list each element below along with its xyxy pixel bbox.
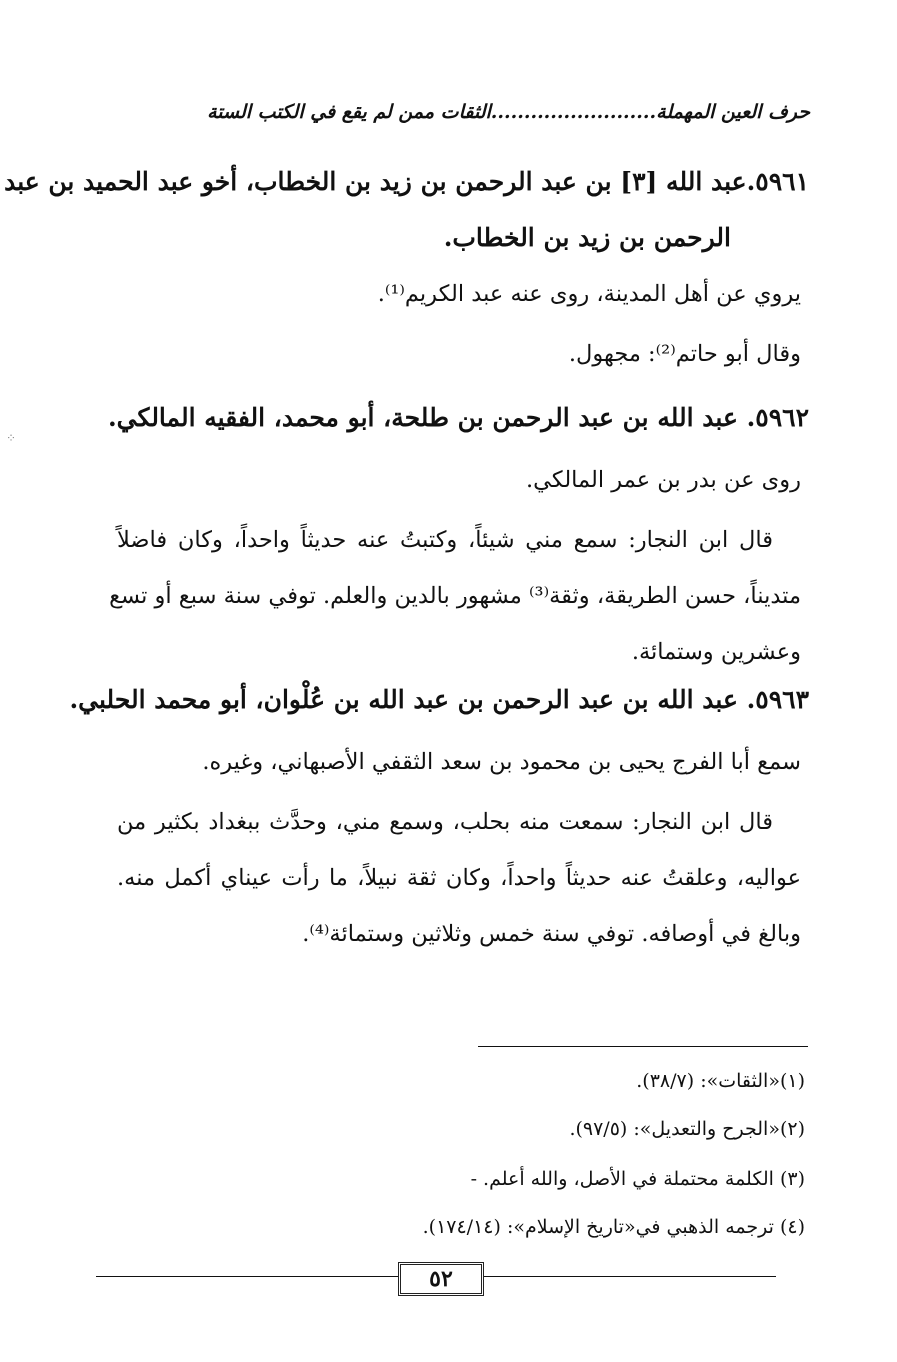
footnote-separator [478, 1046, 808, 1047]
text-line: متديناً، حسن الطريقة، وثقة⁽³⁾ مشهور بالدين والعلم. توفي سنة سبع أو تسع [109, 583, 801, 609]
entry-title-5962 [109, 390, 809, 446]
footer-line-left [96, 1276, 398, 1277]
entry-text [181, 266, 801, 322]
footnote-4: (٤) ترجمه الذهبي في«تاريخ الإسلام»: (١٧٤/١٤). [422, 1216, 805, 1238]
text-line: عواليه، وعلقتُ عنه حديثاً واحداً، وكان ثقة نبيلاً، ما رأت عيناي أكمل منه. [117, 865, 801, 891]
text-line: يروي عن أهل المدينة، روى عنه عبد الكريم⁽¹⁾. [377, 281, 801, 307]
text-line: قال ابن النجار: سمعت منه بحلب، وسمع مني، وحدَّث ببغداد بكثير من [117, 809, 773, 835]
text-line: وعشرين وستمائة. [631, 639, 801, 665]
footnote-2: (٢)«الجرح والتعديل»: (٩٧/٥). [569, 1118, 805, 1140]
entry-title-line: ٥٩٦١.عبد الله [٣] بن عبد الرحمن بن زيد بن الخطاب، أخو عبد الحميد بن عبد [4, 167, 809, 196]
entry-title-line: الرحمن بن زيد بن الخطاب. [443, 223, 731, 252]
entry-title-line: ٥٩٦٢. عبد الله بن عبد الرحمن بن طلحة، أبو محمد، الفقيه المالكي. [107, 403, 809, 432]
entry-title-line: ٥٩٦٣. عبد الله بن عبد الرحمن بن عبد الله بن عُلْوان، أبو محمد الحلبي. [69, 685, 809, 714]
text-line: روى عن بدر بن عمر المالكي. [526, 467, 801, 493]
footnote-1: (١)«الثقات»: (٣٨/٧). [636, 1070, 805, 1092]
margin-speck: ⁘ [6, 431, 17, 445]
text-line: وقال أبو حاتم⁽²⁾: مجهول. [568, 341, 801, 367]
entry-text [181, 326, 801, 382]
footnote-3: (٣) الكلمة محتملة في الأصل، والله أعلم. - [470, 1168, 805, 1190]
text-line: سمع أبا الفرج يحيى بن محمود بن سعد الثقفي الأصبهاني، وغيره. [202, 749, 801, 775]
page-number: ٥٢ [398, 1262, 484, 1296]
entry-text [117, 794, 801, 962]
text-line: وبالغ في أوصافه. توفي سنة خمس وثلاثين وستمائة⁽⁴⁾. [302, 921, 801, 947]
entry-text [109, 512, 801, 680]
footer-line-right [484, 1276, 776, 1277]
running-header: حرف العين المهملة.........................الثقات ممن لم يقع في الكتب الستة [207, 101, 810, 123]
entry-title-5961 [4, 154, 809, 266]
entry-text [181, 452, 801, 508]
entry-title-5963 [69, 672, 809, 728]
entry-text [161, 734, 801, 790]
text-line: قال ابن النجار: سمع مني شيئاً، وكتبتُ عنه حديثاً واحداً، وكان فاضلاً [117, 527, 773, 553]
